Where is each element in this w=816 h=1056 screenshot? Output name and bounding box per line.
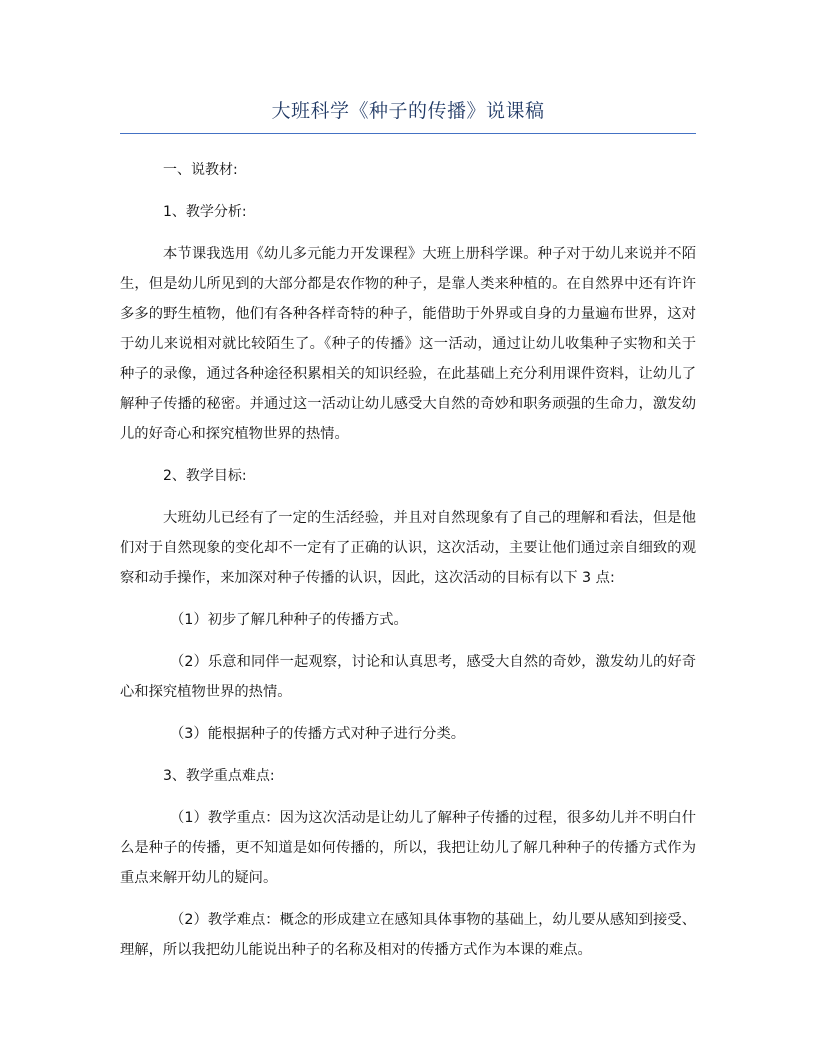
spacer	[120, 593, 696, 605]
goal-item-1: （1）初步了解几种种子的传播方式。	[170, 612, 408, 628]
goal-item-3: （3）能根据种子的传播方式对种子进行分类。	[170, 726, 466, 742]
goal-item-2: （2）乐意和同伴一起观察，讨论和认真思考，感受大自然的奇妙，激发幼儿的好奇心和探究植物世界的热情。	[120, 654, 696, 700]
spacer	[120, 449, 696, 461]
analysis-paragraph: 本节课我选用《幼儿多元能力开发课程》大班上册科学课。种子对于幼儿来说并不陌生，但是幼儿所见到的大部分都是农作物的种子，是靠人类来种植的。在自然界中还有许许多多的野生植物，他们有各种各样奇特的种子，能借助于外界或自身的力量遍布世界，这对于幼儿来说相对就比较陌生了。《种子的传播》这一活动，通过让幼儿收集种子实物和关于种子的录像，通过各种途径积累相关的知识经验，在此基础上充分利用课件资料，让幼儿了解种子传播的秘密。并通过这一活动让幼儿感受大自然的奇妙和职务顽强的生命力，激发幼儿的好奇心和探究植物世界的热情。	[120, 246, 696, 442]
spacer	[120, 635, 696, 647]
spacer	[120, 791, 696, 803]
spacer	[120, 185, 696, 197]
spacer	[120, 491, 696, 503]
key-point-difficulty: （2）教学难点：概念的形成建立在感知具体事物的基础上，幼儿要从感知到接受、理解，所以我把幼儿能说出种子的名称及相对的传播方式作为本课的难点。	[120, 912, 696, 958]
spacer	[120, 227, 696, 239]
subsection-heading-key-points: 3、教学重点难点:	[163, 768, 275, 784]
key-point-focus: （1）教学重点：因为这次活动是让幼儿了解种子传播的过程，很多幼儿并不明白什么是种子的传播，更不知道是如何传播的，所以，我把让幼儿了解几种种子的传播方式作为重点来解开幼儿的疑问。	[120, 810, 696, 886]
subsection-heading-goals: 2、教学目标:	[163, 468, 247, 484]
document-body	[120, 155, 696, 965]
spacer	[120, 707, 696, 719]
spacer	[120, 893, 696, 905]
title-underline	[120, 133, 696, 134]
goals-paragraph: 大班幼儿已经有了一定的生活经验，并且对自然现象有了自己的理解和看法，但是他们对于自然现象的变化却不一定有了正确的认识，这次活动，主要让他们通过亲自细致的观察和动手操作，来加深对种子传播的认识，因此，这次活动的目标有以下 3 点:	[120, 510, 696, 586]
subsection-heading-analysis: 1、教学分析:	[163, 204, 247, 220]
spacer	[120, 749, 696, 761]
section-heading-teaching-material: 一、说教材:	[163, 162, 238, 178]
document-title: 大班科学《种子的传播》说课稿	[271, 100, 545, 122]
